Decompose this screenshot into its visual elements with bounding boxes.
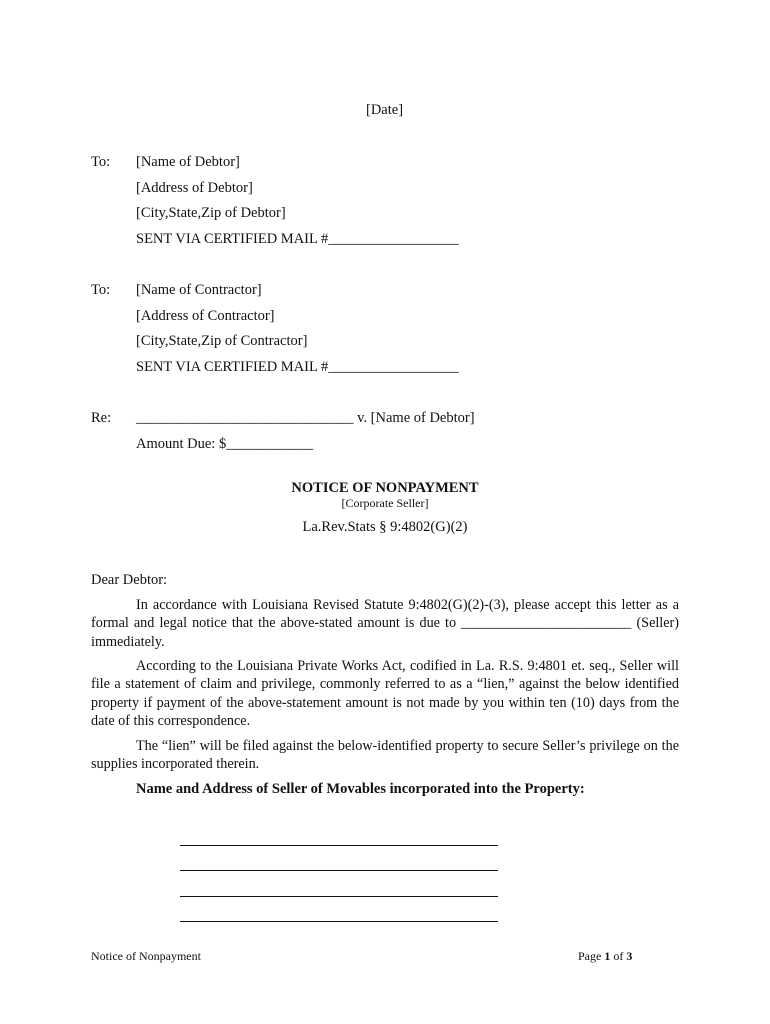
debtor-city-state-zip: [City,State,Zip of Debtor] <box>136 205 286 221</box>
footer-page-total: 3 <box>626 949 633 963</box>
footer-document-title: Notice of Nonpayment <box>91 949 201 963</box>
contractor-name: [Name of Contractor] <box>136 282 262 298</box>
footer-page-mid: of <box>610 949 627 963</box>
seller-section-heading: Name and Address of Seller of Movables incorporated into the Property: <box>136 781 585 797</box>
paragraph-1 <box>91 596 679 651</box>
date-placeholder: [Date] <box>366 102 404 118</box>
footer-page-current: 1 <box>604 949 611 963</box>
debtor-certified-mail: SENT VIA CERTIFIED MAIL #__________________ <box>136 231 459 247</box>
paragraph-1-text: In accordance with Louisiana Revised Statute 9:4802(G)(2)-(3), please accept this letter as a formal and legal notice that the above-stated amount is due to ________________________ (Seller) immediately. <box>91 597 679 650</box>
footer-page-prefix: Page <box>578 949 605 963</box>
notice-subtitle: [Corporate Seller] <box>341 496 429 510</box>
contractor-city-state-zip: [City,State,Zip of Contractor] <box>136 333 308 349</box>
re-label: Re: <box>91 410 112 426</box>
seller-blank-line <box>180 845 498 846</box>
footer-page-number <box>578 949 632 963</box>
seller-blank-line <box>180 921 498 922</box>
salutation: Dear Debtor: <box>91 572 168 588</box>
re-case-caption: ______________________________ v. [Name of Debtor] <box>136 410 475 426</box>
paragraph-3-text: The “lien” will be filed against the below-identified property to secure Seller’s privilege on the supplies incorporated therein. <box>91 738 679 773</box>
debtor-address: [Address of Debtor] <box>136 180 253 196</box>
amount-due: Amount Due: $____________ <box>136 436 314 452</box>
contractor-address: [Address of Contractor] <box>136 308 275 324</box>
seller-blank-line <box>180 870 498 871</box>
paragraph-3 <box>91 737 679 774</box>
contractor-certified-mail: SENT VIA CERTIFIED MAIL #__________________ <box>136 359 459 375</box>
paragraph-2 <box>91 657 679 730</box>
debtor-name: [Name of Debtor] <box>136 154 240 170</box>
to-label-debtor: To: <box>91 154 111 170</box>
seller-blank-line <box>180 896 498 897</box>
statute-reference: La.Rev.Stats § 9:4802(G)(2) <box>302 519 468 535</box>
notice-title: NOTICE OF NONPAYMENT <box>291 480 479 496</box>
paragraph-2-text: According to the Louisiana Private Works Act, codified in La. R.S. 9:4801 et. seq., Seller will file a statement of claim and privilege, commonly referred to as a “lien,” against the below identified property if payment of the above-statement amount is not made by you within ten (10) days from the date of this correspondence. <box>91 658 679 729</box>
to-label-contractor: To: <box>91 282 111 298</box>
